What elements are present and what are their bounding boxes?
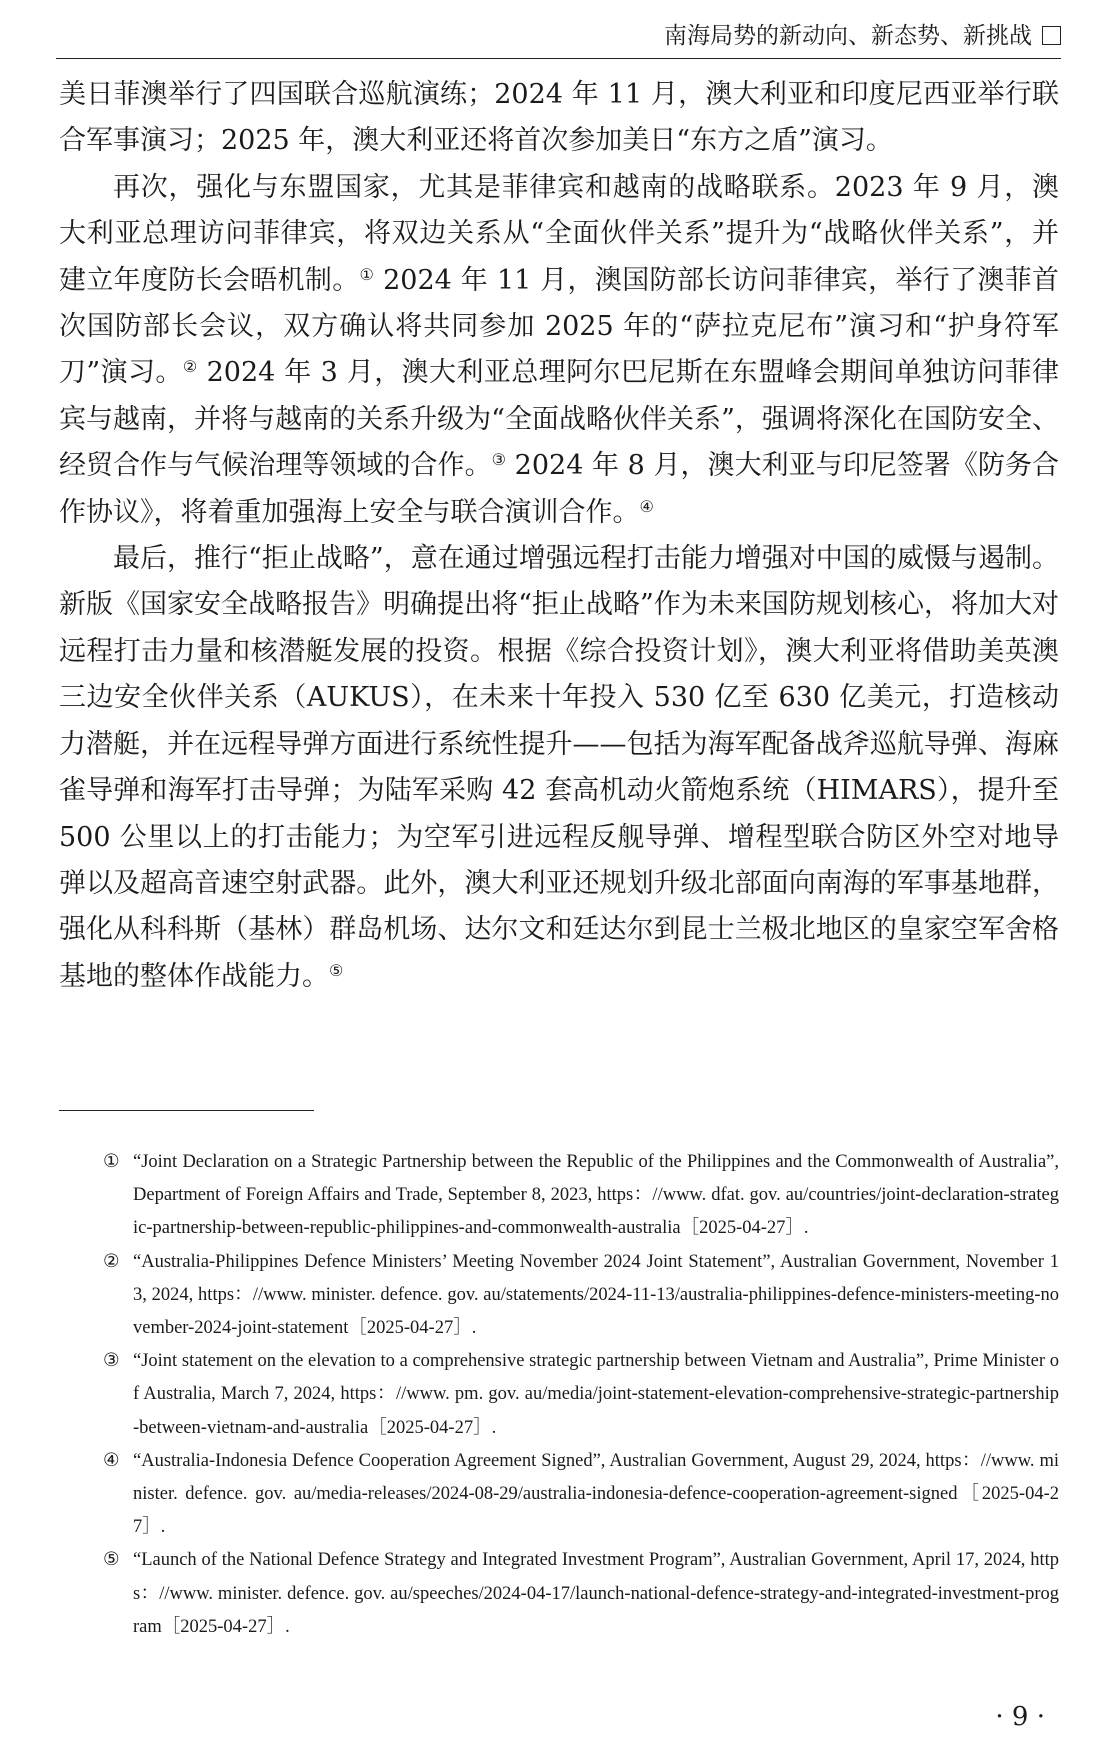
- paragraph: [59, 536, 1059, 1000]
- paragraph-text: 再次，强化与东盟国家，尤其是菲律宾和越南的战略联系。2023 年 9 月，澳大利亚总理访问菲律宾，将双边关系从“全面伙伴关系”提升为“战略伙伴关系”，并建立年度防长会晤机制。: [59, 171, 1059, 296]
- paragraph: [59, 165, 1059, 536]
- running-title: 南海局势的新动向、新态势、新挑战: [664, 23, 1032, 49]
- paragraph-text: 2024 年 8 月，澳大利亚与印尼签署《防务合作协议》，将着重加强海上安全与联合演训合作。: [59, 450, 1060, 528]
- footnote-item: [59, 1345, 1059, 1445]
- paragraph-text: 2024 年 11 月，澳国防部长访问菲律宾，举行了澳菲首次国防部长会议，双方确认将共同参加 2025 年的“萨拉克尼布”演习和“护身符军刀”演习。: [59, 264, 1060, 389]
- page-number: · 9 ·: [995, 1702, 1045, 1732]
- paragraph-text: 2024 年 3 月，澳大利亚总理阿尔巴尼斯在东盟峰会期间单独访问菲律宾与越南，并将与越南的关系升级为“全面战略伙伴关系”，强调将深化在国防安全、经贸合作与气候治理等领域的合作。: [59, 357, 1059, 482]
- footnotes: [59, 1146, 1059, 1644]
- footnote-number: ⑤: [103, 1550, 120, 1571]
- square-icon: [1042, 26, 1061, 45]
- paragraph: [59, 72, 1059, 165]
- footnote-text: “Joint Declaration on a Strategic Partnership between the Republic of the Philippines and the Commonwealth of Australia”, Department of Foreign Affairs and Trade, September 8, 2023, https：//www. dfat. gov. au/countries/joint-declaration-strategic-partnership-between-republic-philippines-and-commonwealth-australia［2025-04-27］.: [133, 1152, 1059, 1239]
- paragraph-text: 美日菲澳举行了四国联合巡航演练；2024 年 11 月，澳大利亚和印度尼西亚举行联合军事演习；2025 年，澳大利亚还将首次参加美日“东方之盾”演习。: [59, 79, 1059, 157]
- footnote-separator: [59, 1110, 314, 1111]
- footnote-item: [59, 1246, 1059, 1346]
- footnote-number: ①: [103, 1152, 120, 1172]
- footnote-number: ②: [103, 1251, 120, 1272]
- footnote-number: ④: [103, 1450, 120, 1471]
- footnote-ref[interactable]: ③: [491, 450, 507, 470]
- paragraph-text: 最后，推行“拒止战略”，意在通过增强远程打击能力增强对中国的威慑与遏制。新版《国家安全战略报告》明确提出将“拒止战略”作为未来国防规划核心，将加大对远程打击力量和核潜艇发展的投资。根据《综合投资计划》，澳大利亚将借助美英澳三边安全伙伴关系（AUKUS），在未来十年投入 530 亿至 630 亿美元，打造核动力潜艇，并在远程导弹方面进行系统性提升——包括为海军配备战斧巡航导弹、海麻雀导弹和海军打击导弹；为陆军采购 42 套高机动火箭炮系统（HIMARS），提升至 500 公里以上的打击能力；为空军引进远程反舰导弹、增程型联合防区外空对地导弹以及超高音速空射武器。此外，澳大利亚还规划升级北部面向南海的军事基地群，强化从科科斯（基林）群岛机场、达尔文和廷达尔到昆士兰极北地区的皇家空军舍格基地的整体作战能力。: [59, 543, 1059, 992]
- footnote-ref[interactable]: ①: [359, 264, 375, 284]
- footnote-ref[interactable]: ④: [639, 496, 654, 516]
- footnote-number: ③: [103, 1351, 120, 1372]
- footnote-text: “Australia-Indonesia Defence Cooperation Agreement Signed”, Australian Government, August 29, 2024, https：//www. minister. defence. gov. au/media-releases/2024-08-29/australia-indonesia-defence-cooperation-agreement-signed［2025-04-27］.: [133, 1450, 1059, 1538]
- footnote-text: “Launch of the National Defence Strategy and Integrated Investment Program”, Australian Government, April 17, 2024, https：//www. minister. defence. gov. au/speeches/2024-04-17/launch-national-defence-strategy-and-integrated-investment-program［2025-04-27］.: [133, 1550, 1059, 1637]
- footnote-item: [59, 1146, 1059, 1246]
- footnote-text: “Australia-Philippines Defence Ministers’ Meeting November 2024 Joint Statement”, Australian Government, November 13, 2024, https：//www. minister. defence. gov. au/statements/2024-11-13/australia-philippines-defence-ministers-meeting-november-2024-joint-statement［2025-04-27］.: [133, 1251, 1059, 1339]
- body-text: [59, 72, 1059, 1000]
- footnote-ref[interactable]: ②: [182, 357, 198, 377]
- footnote-text: “Joint statement on the elevation to a comprehensive strategic partnership between Vietnam and Australia”, Prime Minister of Australia, March 7, 2024, https：//www. pm. gov. au/media/joint-statement-elevation-comprehensive-strategic-partnership-between-vietnam-and-australia［2025-04-27］.: [133, 1351, 1059, 1438]
- footnote-ref[interactable]: ⑤: [329, 960, 344, 980]
- footnote-item: [59, 1445, 1059, 1545]
- footnote-item: [59, 1544, 1059, 1644]
- running-header: [56, 14, 1061, 59]
